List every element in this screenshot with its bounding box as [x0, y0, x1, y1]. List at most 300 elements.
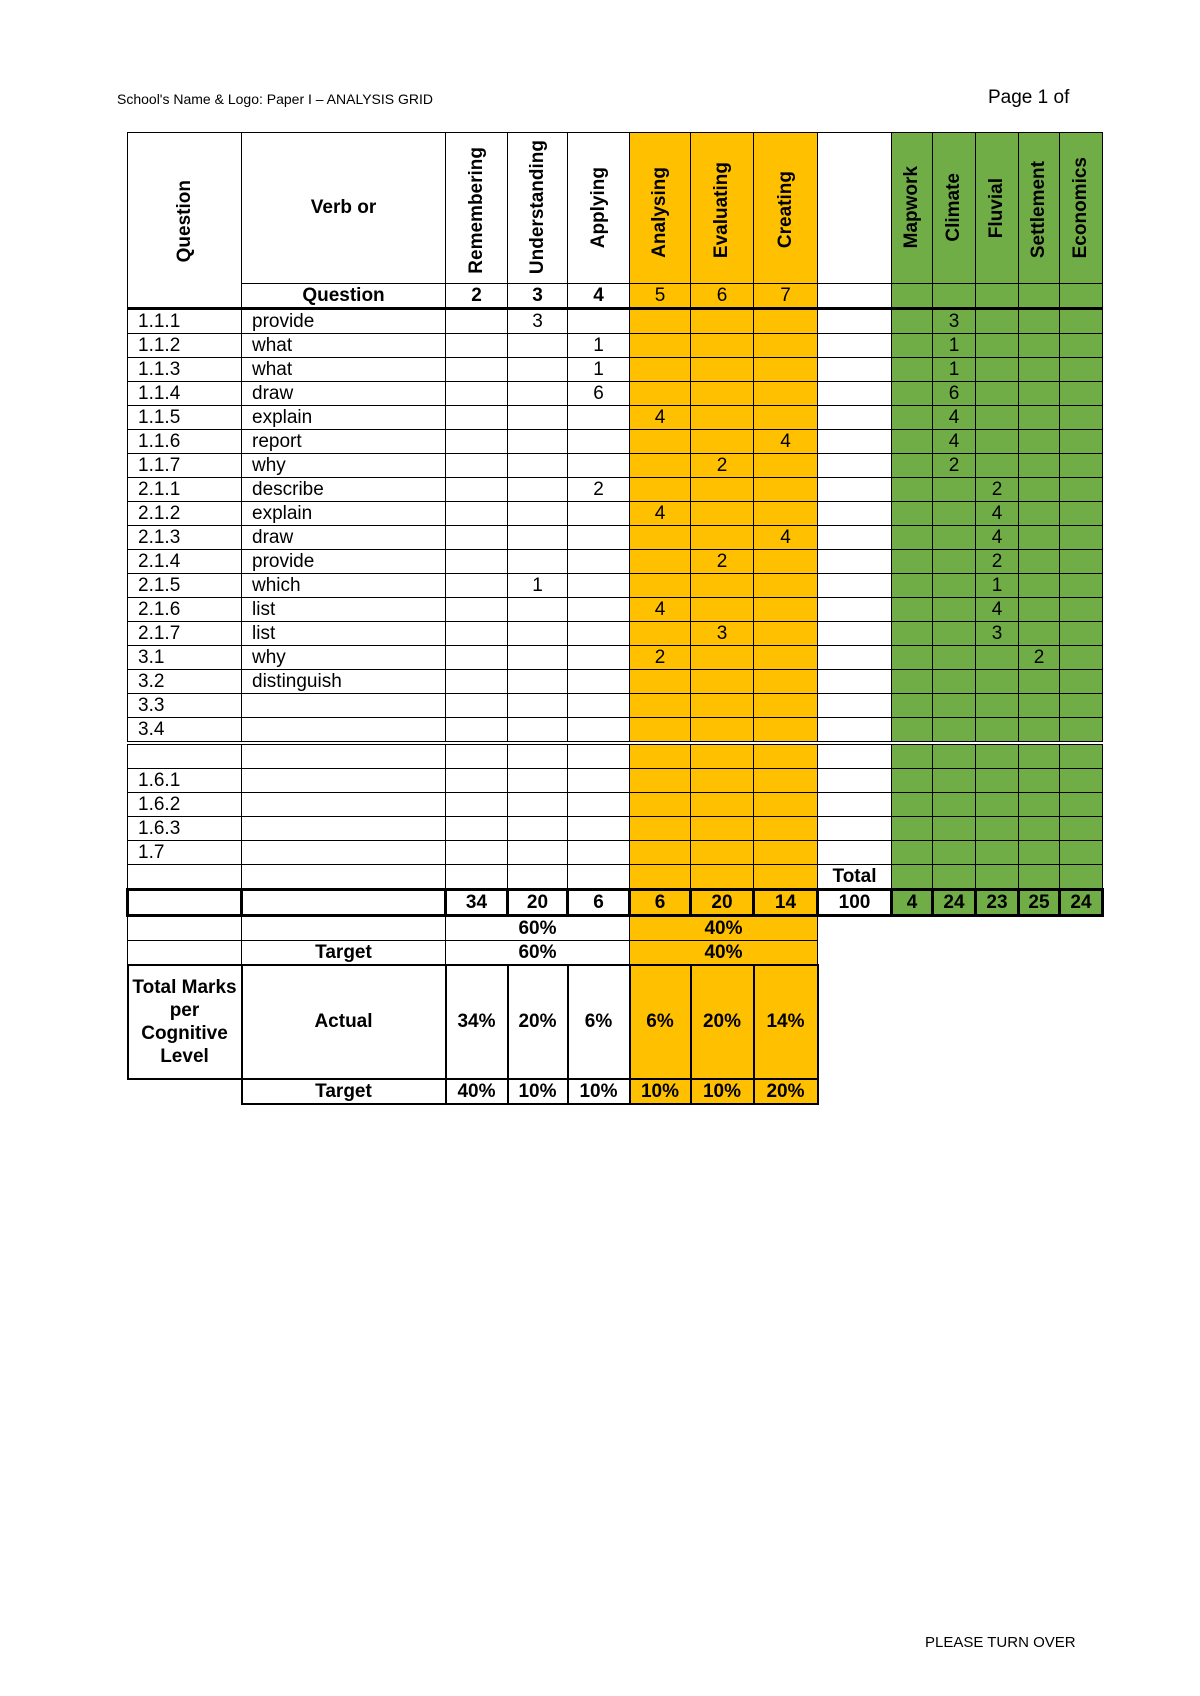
blank-cell	[818, 646, 892, 670]
topic-mark-cell	[1019, 718, 1060, 744]
cognitive-mark-cell	[568, 598, 630, 622]
table-row	[128, 793, 1103, 817]
cognitive-mark-cell	[508, 430, 568, 454]
topic-mark-cell	[892, 817, 933, 841]
cog-header-creating: Creating	[754, 133, 818, 284]
cognitive-mark-cell	[508, 841, 568, 865]
question-number: 3.2	[128, 670, 242, 694]
cog-num: 6	[691, 284, 754, 309]
topic-mark-cell	[976, 358, 1019, 382]
question-number: 1.6.3	[128, 817, 242, 841]
blank-cell	[818, 454, 892, 478]
question-verb: describe	[242, 478, 446, 502]
topic-mark-cell	[892, 454, 933, 478]
cognitive-mark-cell	[568, 793, 630, 817]
question-verb: list	[242, 598, 446, 622]
question-number: 2.1.4	[128, 550, 242, 574]
cognitive-mark-cell	[568, 526, 630, 550]
cog-num: 2	[446, 284, 508, 309]
question-number: 1.1.6	[128, 430, 242, 454]
topic-mark-cell	[892, 769, 933, 793]
table-row	[128, 769, 1103, 793]
topic-mark-cell: 1	[976, 574, 1019, 598]
question-number: 1.1.2	[128, 334, 242, 358]
lower-order-target: 60%	[446, 941, 630, 966]
cognitive-mark-cell	[446, 309, 508, 334]
cognitive-mark-cell: 6	[568, 382, 630, 406]
cognitive-mark-cell	[691, 334, 754, 358]
document-header-title: School's Name & Logo: Paper I – ANALYSIS GRID	[117, 91, 434, 107]
cognitive-mark-cell	[630, 478, 691, 502]
cog-header-understanding: Understanding	[508, 133, 568, 284]
cognitive-mark-cell	[630, 382, 691, 406]
cognitive-mark-cell	[508, 694, 568, 718]
cognitive-mark-cell	[691, 382, 754, 406]
cognitive-mark-cell	[568, 694, 630, 718]
cognitive-mark-cell	[630, 358, 691, 382]
table-row	[128, 598, 1103, 622]
cognitive-mark-cell	[446, 841, 508, 865]
cognitive-mark-cell	[508, 502, 568, 526]
target-label: Target	[242, 1079, 446, 1104]
cognitive-mark-cell	[508, 334, 568, 358]
cognitive-mark-cell	[691, 694, 754, 718]
question-verb: why	[242, 454, 446, 478]
cognitive-mark-cell	[568, 574, 630, 598]
cognitive-mark-cell	[691, 841, 754, 865]
cognitive-mark-cell	[754, 841, 818, 865]
cognitive-mark-cell	[508, 550, 568, 574]
cognitive-mark-cell	[754, 622, 818, 646]
topic-mark-cell	[976, 841, 1019, 865]
question-number: 1.6.2	[128, 793, 242, 817]
question-number: 1.6.1	[128, 769, 242, 793]
cognitive-mark-cell	[446, 574, 508, 598]
table-row	[128, 841, 1103, 865]
table-row	[128, 718, 1103, 744]
cognitive-mark-cell	[508, 382, 568, 406]
cognitive-mark-cell	[508, 454, 568, 478]
cognitive-mark-cell: 2	[568, 478, 630, 502]
cognitive-mark-cell: 2	[691, 550, 754, 574]
topic-mark-cell: 2	[1019, 646, 1060, 670]
blank-cell	[818, 502, 892, 526]
cognitive-mark-cell: 2	[691, 454, 754, 478]
actual-percent: 6%	[630, 965, 691, 1079]
topic-header-fluvial: Fluvial	[976, 133, 1019, 284]
topic-mark-cell	[892, 382, 933, 406]
question-number: 3.1	[128, 646, 242, 670]
blank-cell	[818, 841, 892, 865]
topic-header-economics: Economics	[1060, 133, 1103, 284]
cognitive-mark-cell	[691, 406, 754, 430]
question-number: 1.1.3	[128, 358, 242, 382]
topic-mark-cell	[892, 430, 933, 454]
question-verb: which	[242, 574, 446, 598]
topic-mark-cell	[1019, 478, 1060, 502]
cog-header-applying: Applying	[568, 133, 630, 284]
cognitive-mark-cell: 4	[630, 502, 691, 526]
topic-mark-cell	[892, 622, 933, 646]
topic-mark-cell	[1060, 309, 1103, 334]
topic-mark-cell	[892, 550, 933, 574]
cognitive-mark-cell	[446, 334, 508, 358]
topic-mark-cell	[1060, 743, 1103, 769]
topic-mark-cell: 4	[976, 526, 1019, 550]
cog-header-evaluating: Evaluating	[691, 133, 754, 284]
cognitive-mark-cell	[568, 743, 630, 769]
cognitive-mark-cell	[568, 502, 630, 526]
cognitive-total: 6	[568, 890, 630, 916]
topic-mark-cell	[1060, 574, 1103, 598]
actual-percent: 20%	[508, 965, 568, 1079]
actual-row	[128, 965, 1103, 1079]
table-row	[128, 622, 1103, 646]
cognitive-mark-cell	[630, 817, 691, 841]
cognitive-mark-cell	[446, 718, 508, 744]
actual-percent: 14%	[754, 965, 818, 1079]
cognitive-mark-cell	[691, 478, 754, 502]
cognitive-mark-cell	[446, 646, 508, 670]
topic-mark-cell	[1019, 406, 1060, 430]
topic-mark-cell	[1060, 430, 1103, 454]
topic-mark-cell	[1019, 694, 1060, 718]
topic-mark-cell	[933, 670, 976, 694]
topic-header-settlement: Settlement	[1019, 133, 1060, 284]
blank-cell	[818, 550, 892, 574]
topic-mark-cell	[892, 718, 933, 744]
topic-mark-cell	[892, 670, 933, 694]
cognitive-mark-cell	[568, 718, 630, 744]
cognitive-mark-cell	[446, 358, 508, 382]
question-verb	[242, 769, 446, 793]
cognitive-mark-cell	[630, 694, 691, 718]
blank-cell	[818, 526, 892, 550]
topic-mark-cell	[1060, 502, 1103, 526]
cognitive-mark-cell: 4	[630, 406, 691, 430]
table-row	[128, 358, 1103, 382]
table-row	[128, 502, 1103, 526]
cognitive-mark-cell	[568, 309, 630, 334]
cognitive-mark-cell	[630, 574, 691, 598]
cognitive-mark-cell	[630, 622, 691, 646]
actual-label: Actual	[242, 965, 446, 1079]
topic-mark-cell: 1	[933, 334, 976, 358]
topic-mark-cell	[1060, 622, 1103, 646]
topic-mark-cell: 3	[976, 622, 1019, 646]
topic-mark-cell	[1019, 309, 1060, 334]
topic-mark-cell	[1019, 622, 1060, 646]
question-verb: distinguish	[242, 670, 446, 694]
question-number: 3.3	[128, 694, 242, 718]
cognitive-mark-cell	[754, 309, 818, 334]
question-number: 1.1.7	[128, 454, 242, 478]
cognitive-mark-cell: 4	[754, 526, 818, 550]
topic-mark-cell	[976, 670, 1019, 694]
table-row	[128, 670, 1103, 694]
blank-cell	[818, 309, 892, 334]
topic-mark-cell	[933, 743, 976, 769]
target-row	[128, 1079, 1103, 1104]
cognitive-mark-cell	[446, 793, 508, 817]
question-number: 1.1.5	[128, 406, 242, 430]
cognitive-mark-cell	[754, 743, 818, 769]
cognitive-mark-cell	[568, 406, 630, 430]
topic-mark-cell	[892, 334, 933, 358]
topic-mark-cell	[976, 793, 1019, 817]
cognitive-mark-cell	[754, 574, 818, 598]
question-number: 2.1.7	[128, 622, 242, 646]
topic-mark-cell: 2	[976, 550, 1019, 574]
table-row	[128, 454, 1103, 478]
cognitive-mark-cell	[508, 718, 568, 744]
cognitive-mark-cell	[754, 817, 818, 841]
cognitive-mark-cell	[568, 841, 630, 865]
cognitive-mark-cell	[446, 694, 508, 718]
table-row	[128, 406, 1103, 430]
topic-mark-cell	[1019, 382, 1060, 406]
blank-cell	[818, 406, 892, 430]
question-verb: report	[242, 430, 446, 454]
question-verb: provide	[242, 550, 446, 574]
topic-total: 4	[892, 890, 933, 916]
cognitive-mark-cell: 2	[630, 646, 691, 670]
topic-mark-cell	[892, 646, 933, 670]
cognitive-mark-cell	[508, 769, 568, 793]
topic-mark-cell	[976, 646, 1019, 670]
cognitive-mark-cell	[446, 478, 508, 502]
topic-total: 24	[933, 890, 976, 916]
cognitive-mark-cell	[691, 718, 754, 744]
topic-mark-cell: 4	[976, 598, 1019, 622]
blank-cell	[818, 382, 892, 406]
topic-mark-cell	[1060, 841, 1103, 865]
cognitive-mark-cell	[630, 430, 691, 454]
blank-cell	[818, 334, 892, 358]
cognitive-mark-cell	[508, 646, 568, 670]
topic-mark-cell	[1019, 502, 1060, 526]
table-row	[128, 817, 1103, 841]
topic-mark-cell	[933, 793, 976, 817]
topic-mark-cell	[892, 841, 933, 865]
question-verb: what	[242, 334, 446, 358]
topic-mark-cell	[976, 454, 1019, 478]
blank-cell	[818, 793, 892, 817]
cognitive-mark-cell	[691, 574, 754, 598]
topic-mark-cell	[976, 718, 1019, 744]
cognitive-mark-cell: 4	[754, 430, 818, 454]
cog-num: 3	[508, 284, 568, 309]
blank-cell	[818, 694, 892, 718]
target-percent: 10%	[630, 1079, 691, 1104]
topic-mark-cell	[933, 817, 976, 841]
topic-mark-cell	[933, 550, 976, 574]
cognitive-mark-cell	[508, 526, 568, 550]
topic-mark-cell	[1019, 358, 1060, 382]
question-number: 2.1.1	[128, 478, 242, 502]
table-row	[128, 526, 1103, 550]
verb-column-header: Verb or	[242, 133, 446, 284]
table-row	[128, 478, 1103, 502]
cognitive-mark-cell	[754, 718, 818, 744]
cognitive-mark-cell	[508, 406, 568, 430]
cognitive-mark-cell	[508, 478, 568, 502]
cognitive-mark-cell	[508, 817, 568, 841]
cognitive-mark-cell	[508, 743, 568, 769]
topic-mark-cell: 4	[933, 430, 976, 454]
cognitive-mark-cell	[691, 646, 754, 670]
topic-mark-cell: 4	[976, 502, 1019, 526]
cognitive-mark-cell	[508, 670, 568, 694]
cognitive-mark-cell	[446, 769, 508, 793]
cognitive-mark-cell	[446, 430, 508, 454]
grand-total: 100	[818, 890, 892, 916]
topic-mark-cell	[933, 718, 976, 744]
page-number: Page 1 of	[988, 87, 1070, 108]
topic-mark-cell	[933, 646, 976, 670]
cognitive-mark-cell	[630, 841, 691, 865]
topic-mark-cell: 3	[933, 309, 976, 334]
topic-mark-cell: 1	[933, 358, 976, 382]
cognitive-mark-cell	[568, 646, 630, 670]
cognitive-mark-cell	[446, 670, 508, 694]
cognitive-mark-cell	[691, 793, 754, 817]
analysis-grid-table	[126, 132, 1104, 1105]
total-label-row	[128, 865, 1103, 890]
cognitive-mark-cell	[630, 769, 691, 793]
question-number: 2.1.6	[128, 598, 242, 622]
actual-percent: 20%	[691, 965, 754, 1079]
cognitive-mark-cell	[568, 769, 630, 793]
split-target-row	[128, 941, 1103, 966]
topic-mark-cell	[1060, 793, 1103, 817]
cognitive-mark-cell	[754, 382, 818, 406]
cognitive-mark-cell	[691, 430, 754, 454]
cognitive-mark-cell	[691, 358, 754, 382]
topic-mark-cell	[1019, 574, 1060, 598]
table-row	[128, 743, 1103, 769]
cognitive-mark-cell	[630, 718, 691, 744]
topic-mark-cell	[892, 406, 933, 430]
topic-mark-cell: 6	[933, 382, 976, 406]
cognitive-mark-cell	[691, 309, 754, 334]
cognitive-mark-cell	[754, 793, 818, 817]
cognitive-mark-cell	[446, 598, 508, 622]
cognitive-mark-cell	[508, 793, 568, 817]
cognitive-mark-cell	[754, 358, 818, 382]
cognitive-mark-cell	[508, 358, 568, 382]
topic-mark-cell	[1019, 841, 1060, 865]
cognitive-mark-cell	[754, 670, 818, 694]
cognitive-mark-cell	[754, 406, 818, 430]
topic-mark-cell	[933, 622, 976, 646]
topic-mark-cell	[933, 841, 976, 865]
question-verb	[242, 743, 446, 769]
higher-order-percent: 40%	[630, 916, 818, 941]
cognitive-mark-cell	[630, 793, 691, 817]
topic-mark-cell	[892, 358, 933, 382]
cognitive-mark-cell: 1	[568, 334, 630, 358]
topic-mark-cell	[976, 430, 1019, 454]
topic-mark-cell	[1060, 718, 1103, 744]
question-verb	[242, 817, 446, 841]
cognitive-mark-cell	[691, 502, 754, 526]
topic-mark-cell	[933, 502, 976, 526]
cognitive-mark-cell	[754, 694, 818, 718]
actual-percent: 34%	[446, 965, 508, 1079]
topic-mark-cell	[1060, 406, 1103, 430]
question-verb	[242, 694, 446, 718]
cognitive-mark-cell	[754, 502, 818, 526]
topic-mark-cell	[1019, 430, 1060, 454]
topic-mark-cell	[1060, 598, 1103, 622]
target-percent: 10%	[568, 1079, 630, 1104]
cognitive-total: 20	[508, 890, 568, 916]
question-number	[128, 743, 242, 769]
topic-mark-cell	[933, 598, 976, 622]
question-number: 1.1.1	[128, 309, 242, 334]
topic-mark-cell	[1019, 817, 1060, 841]
higher-order-target: 40%	[630, 941, 818, 966]
table-row	[128, 382, 1103, 406]
cognitive-mark-cell	[754, 550, 818, 574]
blank-cell	[818, 670, 892, 694]
topic-mark-cell	[933, 574, 976, 598]
question-verb: provide	[242, 309, 446, 334]
target-label: Target	[242, 941, 446, 966]
cognitive-total: 6	[630, 890, 691, 916]
question-number: 3.4	[128, 718, 242, 744]
total-label: Total	[818, 865, 892, 890]
topic-mark-cell	[1060, 550, 1103, 574]
cog-num: 4	[568, 284, 630, 309]
table-row	[128, 574, 1103, 598]
topic-mark-cell	[976, 743, 1019, 769]
topic-mark-cell	[892, 598, 933, 622]
topic-mark-cell	[1060, 526, 1103, 550]
topic-mark-cell	[1060, 334, 1103, 358]
cog-header-analysing: Analysing	[630, 133, 691, 284]
table-row	[128, 334, 1103, 358]
topic-mark-cell	[976, 309, 1019, 334]
topic-mark-cell	[1060, 382, 1103, 406]
question-number: 2.1.3	[128, 526, 242, 550]
split-row	[128, 916, 1103, 941]
cognitive-mark-cell	[508, 598, 568, 622]
question-verb	[242, 793, 446, 817]
topic-mark-cell	[933, 769, 976, 793]
topic-mark-cell	[1019, 526, 1060, 550]
question-verb: why	[242, 646, 446, 670]
blank-cell	[818, 769, 892, 793]
blank-cell	[818, 598, 892, 622]
cognitive-mark-cell: 3	[508, 309, 568, 334]
cognitive-mark-cell	[446, 406, 508, 430]
topic-mark-cell: 2	[976, 478, 1019, 502]
question-verb	[242, 718, 446, 744]
cognitive-mark-cell	[630, 454, 691, 478]
cognitive-mark-cell: 1	[568, 358, 630, 382]
question-verb: draw	[242, 382, 446, 406]
topic-mark-cell	[1019, 769, 1060, 793]
topic-mark-cell	[1060, 646, 1103, 670]
topic-mark-cell	[976, 817, 1019, 841]
cognitive-mark-cell	[446, 817, 508, 841]
topic-mark-cell	[933, 526, 976, 550]
question-number: 1.7	[128, 841, 242, 865]
topic-total: 25	[1019, 890, 1060, 916]
cognitive-mark-cell	[446, 550, 508, 574]
